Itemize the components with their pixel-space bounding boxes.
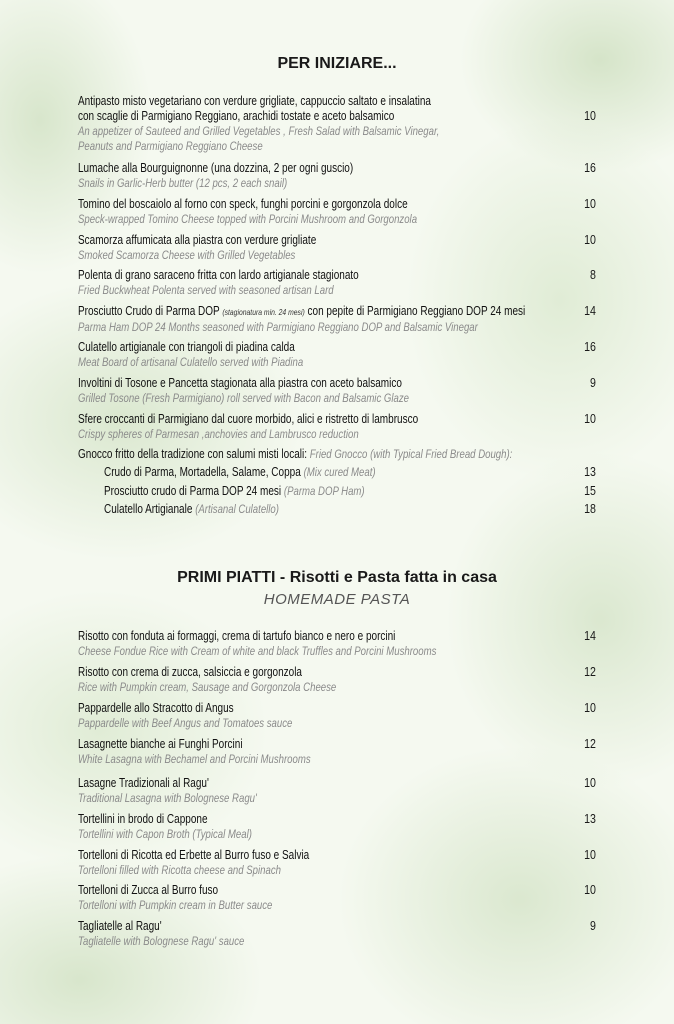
menu-item [78,629,574,659]
item-price: 16 [584,340,596,354]
item-name-line2: con scaglie di Parmigiano Reggiano, arachidi tostate e aceto balsamico [78,109,395,123]
subitem-price: 13 [584,465,596,479]
item-description: An appetizer of Sauteed and Grilled Vegetables , Fresh Salad with Balsamic Vinegar, [78,124,440,138]
menu-item [78,883,574,913]
item-price: 10 [584,701,596,715]
subitem-description: (Artisanal Culatello) [195,502,279,516]
menu-item [78,376,574,406]
item-price: 13 [584,812,596,826]
item-name [78,665,574,680]
item-name [78,776,574,791]
item-name-text: Lasagnette bianche ai Funghi Porcini [78,737,243,751]
item-name [78,161,574,176]
subitem-name [104,484,600,499]
item-description: Snails in Garlic-Herb butter (12 pcs, 2 each snail) [78,176,288,190]
item-name-suffix: con pepite di Parmigiano Reggiano DOP 24 mesi [307,304,526,318]
item-name [78,629,574,644]
item-description: Tortellini with Capon Broth (Typical Meal) [78,827,252,841]
item-name-text: Lumache alla Bourguignonne (una dozzina, 2 per ogni guscio) [78,161,354,175]
item-price: 16 [584,161,596,175]
item-description: Tagliatelle with Bolognese Ragu' sauce [78,934,245,948]
item-description: Tortelloni filled with Ricotta cheese and Spinach [78,863,281,877]
menu-subitem [104,502,600,517]
menu-item [78,665,574,695]
item-name-text: Pappardelle allo Stracotto di Angus [78,701,234,715]
item-name [78,376,574,391]
subitem-price: 18 [584,502,596,516]
item-name [78,701,574,716]
item-name-text: Tortelloni di Zucca al Burro fuso [78,883,219,897]
item-price: 10 [584,233,596,247]
menu-item-group [78,447,574,462]
item-description: Crispy spheres of Parmesan ,anchovies and Lambrusco reduction [78,427,359,441]
item-name [78,919,574,934]
item-price: 10 [584,776,596,790]
item-aging-note: (stagionatura min. 24 mesi) [222,307,305,317]
item-description: Parma Ham DOP 24 Months seasoned with Parmigiano Reggiano DOP and Balsamic Vinegar [78,320,478,334]
item-description: Cheese Fondue Rice with Cream of white and black Truffles and Porcini Mushrooms [78,644,437,658]
menu-item [78,776,574,806]
item-price: 12 [584,665,596,679]
item-price: 10 [584,197,596,211]
item-description: Grilled Tosone (Fresh Parmigiano) roll served with Bacon and Balsamic Glaze [78,391,409,405]
menu-item [78,412,574,442]
subitem-name-text: Crudo di Parma, Mortadella, Salame, Coppa [104,465,301,479]
item-name [78,848,574,863]
menu-item [78,268,574,298]
item-description: Tortelloni with Pumpkin cream in Butter sauce [78,898,273,912]
item-description: Smoked Scamorza Cheese with Grilled Vegetables [78,248,296,262]
item-name-text: Risotto con fonduta ai formaggi, crema di tartufo bianco e nero e porcini [78,629,396,643]
item-name-text: Prosciutto Crudo di Parma DOP [78,304,220,318]
item-name-text: Tortelloni di Ricotta ed Erbette al Burro fuso e Salvia [78,848,310,862]
item-name-text: Tagliatelle al Ragu' [78,919,162,933]
section-title-primi: PRIMI PIATTI - Risotti e Pasta fatta in casa [177,569,497,586]
item-name [78,304,574,320]
item-name-text: Risotto con crema di zucca, salsiccia e gorgonzola [78,665,302,679]
menu-item [78,919,574,949]
item-description: White Lasagna with Bechamel and Porcini Mushrooms [78,752,311,766]
group-name [78,447,574,462]
menu-subitem [104,484,600,499]
item-description: Pappardelle with Beef Angus and Tomatoes sauce [78,716,293,730]
item-name-text: Polenta di grano saraceno fritta con lardo artigianale stagionato [78,268,359,282]
item-name [78,883,574,898]
item-price: 12 [584,737,596,751]
item-name [78,197,574,212]
item-name [78,812,574,827]
item-description: Rice with Pumpkin cream, Sausage and Gorgonzola Cheese [78,680,337,694]
item-description: Meat Board of artisanal Culatello served with Piadina [78,355,304,369]
menu-item [78,848,574,878]
item-name [78,340,574,355]
item-price: 10 [584,848,596,862]
item-price: 10 [584,412,596,426]
item-description-line2: Peanuts and Parmigiano Reggiano Cheese [78,139,263,153]
item-name [78,268,574,283]
subitem-name-text: Prosciutto crudo di Parma DOP 24 mesi [104,484,284,498]
item-price: 10 [584,109,596,123]
group-description: Fried Gnocco (with Typical Fried Bread Dough): [309,447,513,461]
subitem-name [104,502,600,517]
subitem-name-text: Culatello Artigianale [104,502,193,516]
menu-item [78,161,574,191]
subitem-name [104,465,600,480]
item-name [78,233,574,248]
item-name-text: Tomino del boscaiolo al forno con speck, funghi porcini e gorgonzola dolce [78,197,408,211]
subitem-description: (Mix cured Meat) [303,465,376,479]
item-price: 10 [584,883,596,897]
menu-item [78,340,574,370]
subitem-description: (Parma DOP Ham) [283,484,365,498]
item-name-text: Antipasto misto vegetariano con verdure grigliate, cappuccio saltato e insalatina [78,94,431,108]
menu-item [78,304,574,335]
menu-item [78,812,574,842]
menu-item [78,197,574,227]
menu-item [78,701,574,731]
item-description: Traditional Lasagna with Bolognese Ragu' [78,791,257,805]
item-name-text: Sfere croccanti di Parmigiano dal cuore morbido, alici e ristretto di lambrusco [78,412,419,426]
menu-item [78,94,574,154]
item-price: 8 [590,268,596,282]
item-name-text: Scamorza affumicata alla piastra con verdure grigliate [78,233,317,247]
menu-item [78,737,574,767]
item-name [78,412,574,427]
menu-item [78,233,574,263]
item-name-text: Involtini di Tosone e Pancetta stagionata alla piastra con aceto balsamico [78,376,402,390]
item-name [78,737,574,752]
item-name-text: Tortellini in brodo di Cappone [78,812,208,826]
section-subtitle-primi: HOMEMADE PASTA [263,591,411,608]
item-description: Fried Buckwheat Polenta served with seasoned artisan Lard [78,283,334,297]
item-name-text: Culatello artigianale con triangoli di piadina calda [78,340,295,354]
section-title-starters: PER INIZIARE... [277,55,397,72]
group-name-text: Gnocco fritto della tradizione con salumi misti locali: [78,447,307,461]
item-price: 9 [590,919,596,933]
item-description: Speck-wrapped Tomino Cheese topped with Porcini Mushroom and Gorgonzola [78,212,418,226]
item-name [78,94,574,109]
item-price: 9 [590,376,596,390]
menu-subitem [104,465,600,480]
subitem-price: 15 [584,484,596,498]
item-name-text: Lasagne Tradizionali al Ragu' [78,776,209,790]
item-price: 14 [584,304,596,318]
item-price: 14 [584,629,596,643]
